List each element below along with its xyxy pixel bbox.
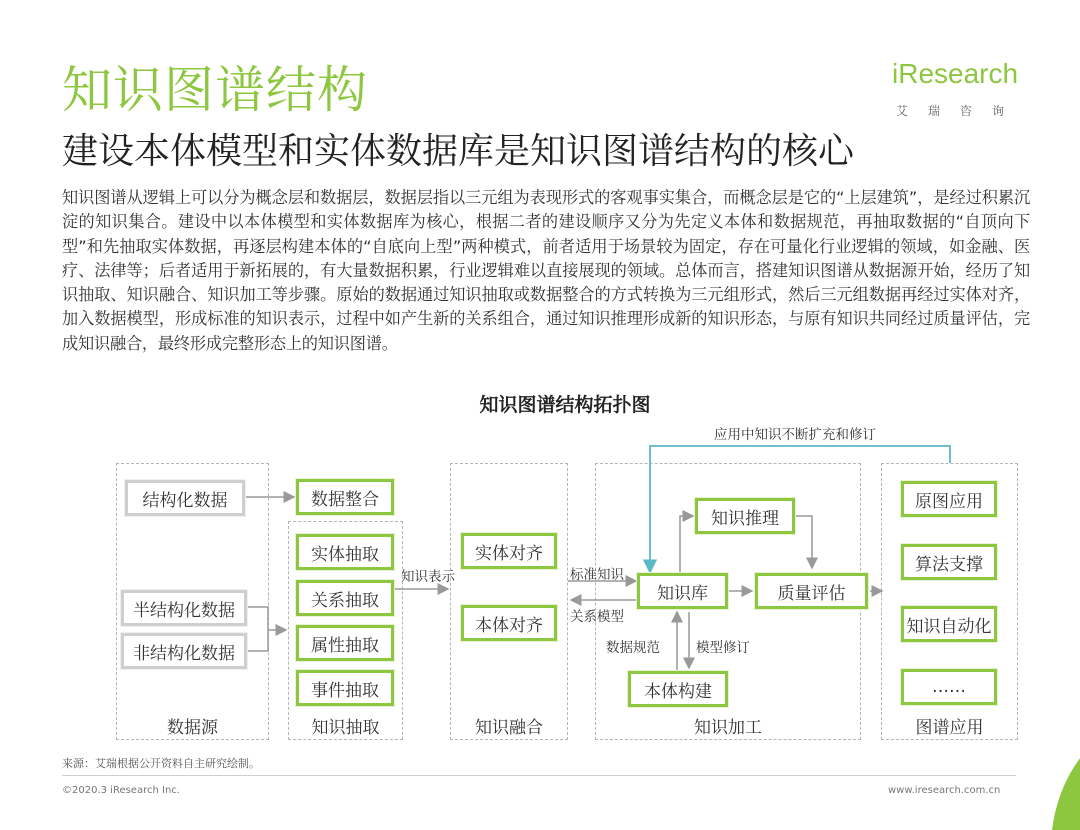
column-label-processing: 知识加工	[694, 718, 762, 738]
page-title: 知识图谱结构	[62, 61, 368, 119]
page-corner-decoration	[1040, 740, 1080, 830]
node-unstructured-data: 非结构化数据	[121, 633, 247, 669]
body-paragraph: 知识图谱从逻辑上可以分为概念层和数据层，数据层指以三元组为表现形式的客观事实集合，而概念层是它的“上层建筑”，是经过积累沉淀的知识集合。建设中以本体模型和实体数据库为核心，根据二者的建设顺序又分为先定义本体和数据规范，再抽取数据的“自顶向下型”和先抽取实体数据，再逐层构建本体的“自底向上型”两种模式，前者适用于场景较为固定，存在可量化行业逻辑的领域，如金融、医疗、法律等；后者适用于新拓展的，有大量数据积累，行业逻辑难以直接展现的领域。总体而言，搭建知识图谱从数据源开始，经历了知识抽取、知识融合、知识加工等步骤。原始的数据通过知识抽取或数据整合的方式转换为三元组形式，然后三元组数据再经过实体对齐，加入数据模型，形成标准的知识表示，过程中如产生新的关系组合，通过知识推理形成新的知识形态，与原有知识共同经过质量评估，完成知识融合，最终形成完整形态上的知识图谱。	[62, 188, 1030, 353]
column-label-fusion: 知识融合	[475, 718, 543, 738]
node-ontology-construction: 本体构建	[628, 671, 728, 707]
node-structured-data: 结构化数据	[125, 480, 245, 516]
node-entity-alignment: 实体对齐	[461, 533, 557, 569]
node-algorithm-support: 算法支撑	[901, 544, 997, 580]
label-data-specification: 数据规范	[606, 640, 660, 656]
website-link[interactable]: www.iresearch.com.cn	[888, 785, 1001, 796]
logo-brand: iResearch	[892, 58, 1019, 89]
edge-kb-to-reasoning	[680, 516, 693, 574]
node-event-extraction: 事件抽取	[296, 670, 394, 706]
label-model-revision: 模型修订	[696, 640, 750, 656]
edge-semi-merge	[245, 607, 268, 630]
column-label-data-source: 数据源	[167, 718, 218, 738]
node-knowledge-reasoning: 知识推理	[695, 498, 795, 534]
node-knowledge-base: 知识库	[637, 573, 728, 609]
source-note: 来源：艾瑞根据公开资料自主研究绘制。	[62, 757, 260, 770]
edge-unstructured-merge	[245, 630, 268, 651]
page-number: 9	[1048, 784, 1058, 799]
node-knowledge-automation: 知识自动化	[901, 606, 997, 642]
copyright: ©2020.3 iResearch Inc.	[62, 785, 180, 796]
label-feedback-loop: 应用中知识不断扩充和修订	[714, 427, 876, 443]
node-quality-assessment: 质量评估	[755, 573, 868, 609]
column-label-extraction: 知识抽取	[311, 718, 380, 738]
node-relation-extraction: 关系抽取	[296, 580, 394, 616]
node-attribute-extraction: 属性抽取	[296, 625, 394, 661]
node-graph-application: 原图应用	[901, 481, 997, 517]
diagram-title: 知识图谱结构拓扑图	[479, 394, 651, 416]
node-more: ……	[901, 669, 997, 705]
node-semi-structured-data: 半结构化数据	[121, 590, 247, 626]
footer-divider	[62, 775, 1016, 776]
label-standard-knowledge: 标准知识	[570, 567, 624, 583]
node-entity-extraction: 实体抽取	[296, 534, 394, 570]
edge-reasoning-to-quality	[795, 516, 812, 568]
page-subtitle: 建设本体模型和实体数据库是知识图谱结构的核心	[62, 131, 855, 172]
label-relation-model: 关系模型	[570, 609, 624, 625]
label-knowledge-representation: 知识表示	[401, 569, 455, 585]
node-ontology-alignment: 本体对齐	[461, 605, 557, 641]
column-label-application: 图谱应用	[915, 718, 984, 738]
logo-brand-cn: 艾瑞咨询	[896, 104, 1025, 118]
node-data-integration: 数据整合	[296, 479, 394, 515]
